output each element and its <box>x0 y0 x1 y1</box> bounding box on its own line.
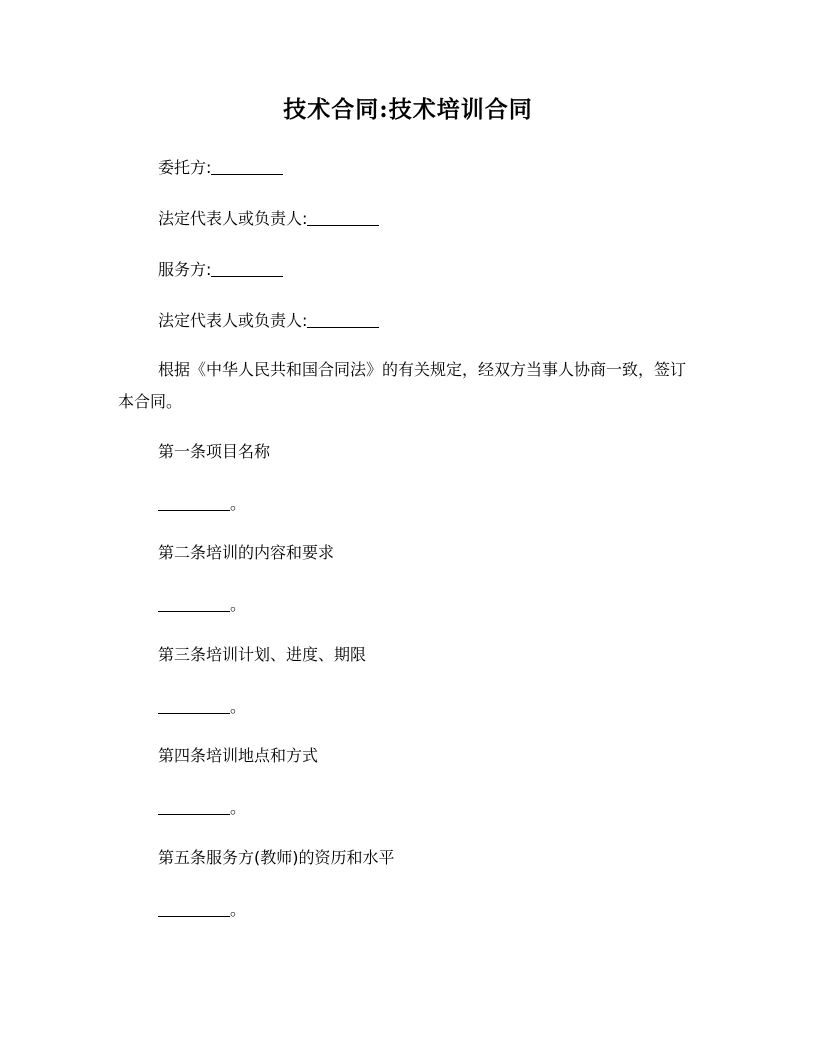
field-service-provider <box>158 260 283 280</box>
field-label: 法定代表人或负责人: <box>158 209 308 228</box>
article-heading: 第一条项目名称 <box>158 442 271 461</box>
article-fill-line <box>158 494 246 514</box>
fill-suffix: 。 <box>230 595 247 614</box>
field-label: 法定代表人或负责人: <box>158 311 308 330</box>
field-label: 委托方: <box>158 158 212 177</box>
preamble-paragraph: 根据《中华人民共和国合同法》的有关规定，经双方当事人协商一致，签订本合同。 <box>118 360 687 411</box>
blank-underline <box>307 311 379 328</box>
field-client <box>158 158 283 178</box>
article-fill-line <box>158 595 246 615</box>
fill-suffix: 。 <box>230 900 247 919</box>
blank-underline <box>158 595 230 612</box>
blank-underline <box>211 260 283 277</box>
blank-underline <box>158 697 230 714</box>
article-heading: 第二条培训的内容和要求 <box>158 543 335 562</box>
blank-underline <box>158 900 230 917</box>
document-title: 技术合同:技术培训合同 <box>283 96 533 123</box>
article-fill-line <box>158 900 246 920</box>
field-label: 服务方: <box>158 260 212 279</box>
blank-underline <box>158 798 230 815</box>
article-heading: 第三条培训计划、进度、期限 <box>158 645 367 664</box>
blank-underline <box>211 158 283 175</box>
fill-suffix: 。 <box>230 798 247 817</box>
field-provider-representative <box>158 311 379 331</box>
article-fill-line <box>158 798 246 818</box>
blank-underline <box>307 209 379 226</box>
blank-underline <box>158 494 230 511</box>
fill-suffix: 。 <box>230 697 247 716</box>
field-client-representative <box>158 209 379 229</box>
article-heading: 第四条培训地点和方式 <box>158 746 319 765</box>
article-fill-line <box>158 697 246 717</box>
article-heading: 第五条服务方(教师)的资历和水平 <box>158 848 395 867</box>
fill-suffix: 。 <box>230 494 247 513</box>
